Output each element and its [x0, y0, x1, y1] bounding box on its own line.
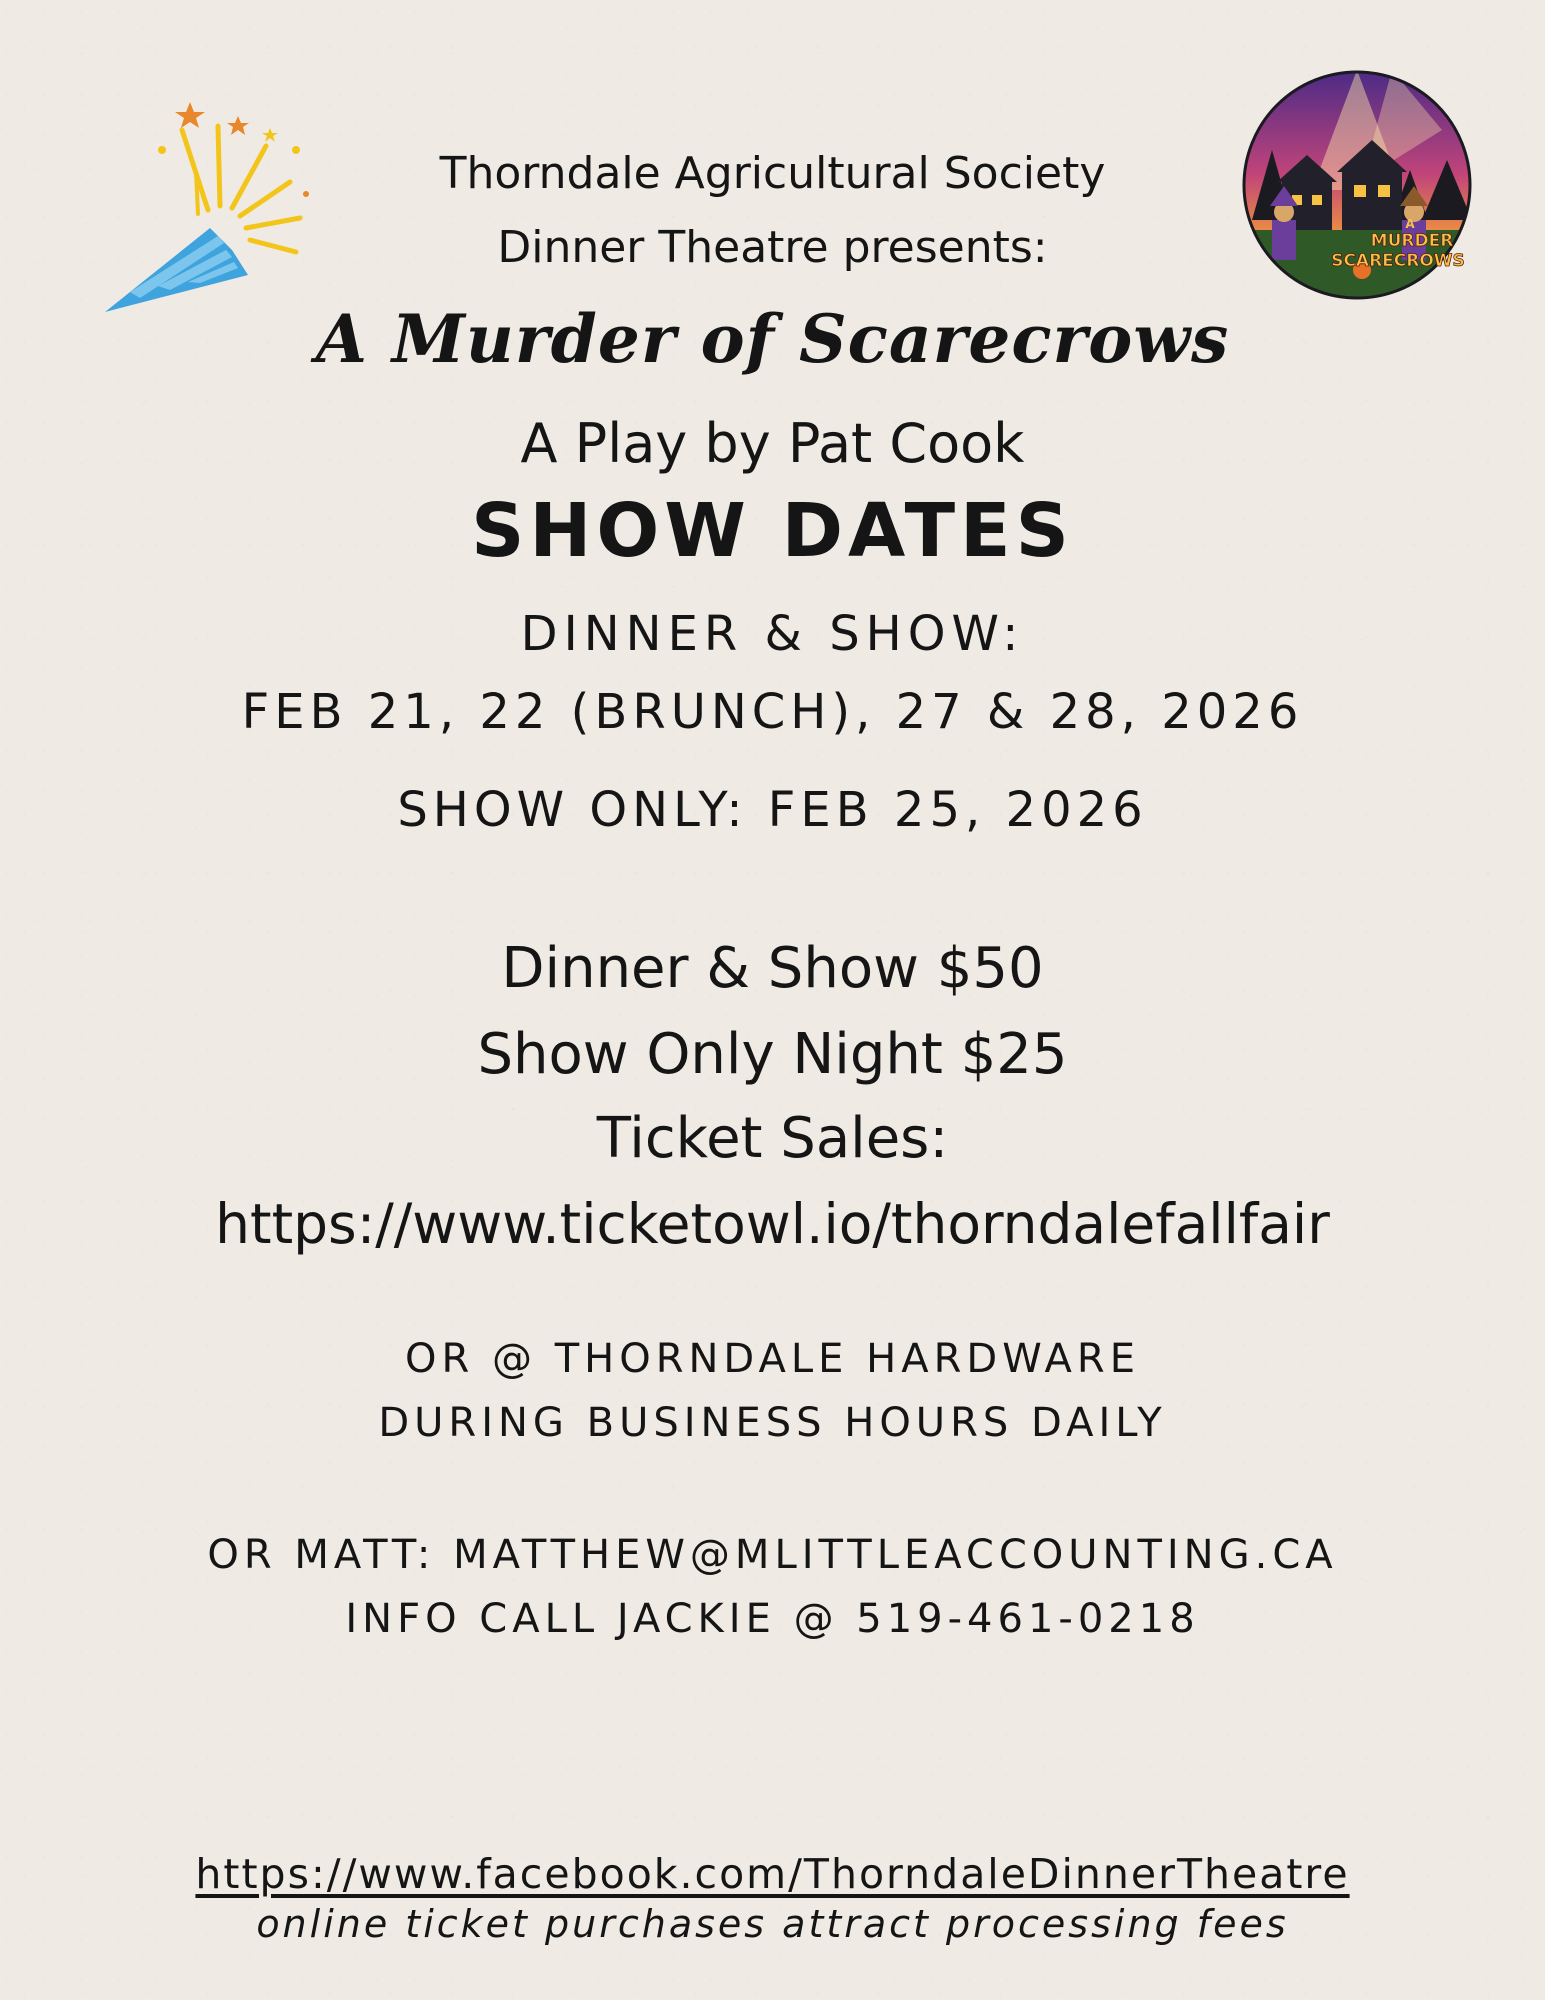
poster-line1: A [1405, 217, 1415, 231]
ticket-sales-label: Ticket Sales: [596, 1106, 949, 1171]
hardware-line-1: OR @ THORNDALE HARDWARE [405, 1336, 1140, 1382]
play-title: A Murder of Scarecrows [315, 300, 1230, 378]
processing-fees-note: online ticket purchases attract processing fees [256, 1902, 1289, 1946]
facebook-link[interactable]: https://www.facebook.com/ThorndaleDinnerTheatre [195, 1850, 1350, 1898]
show-only-dates: SHOW ONLY: FEB 25, 2026 [397, 782, 1148, 838]
price-show-only: Show Only Night $25 [477, 1022, 1068, 1087]
ticket-sales-url: https://www.ticketowl.io/thorndalefallfair [215, 1192, 1330, 1256]
show-dates-heading: SHOW DATES [471, 488, 1074, 574]
dinner-show-label: DINNER & SHOW: [520, 606, 1025, 662]
poster-line2: MURDER [1370, 231, 1454, 251]
party-popper-icon [100, 90, 320, 320]
dinner-show-dates: FEB 21, 22 (BRUNCH), 27 & 28, 2026 [241, 684, 1304, 740]
society-name: Thorndale Agricultural Society [439, 148, 1106, 199]
presents-line: Dinner Theatre presents: [497, 222, 1048, 273]
hardware-line-2: DURING BUSINESS HOURS DAILY [378, 1400, 1167, 1446]
poster-line3: SCARECROWS [1331, 251, 1465, 271]
play-byline: A Play by Pat Cook [520, 412, 1025, 475]
info-contact: INFO CALL JACKIE @ 519-461-0218 [345, 1596, 1200, 1642]
price-dinner-show: Dinner & Show $50 [501, 936, 1044, 1001]
matt-contact: OR MATT: MATTHEW@MLITTLEACCOUNTING.CA [207, 1532, 1338, 1578]
